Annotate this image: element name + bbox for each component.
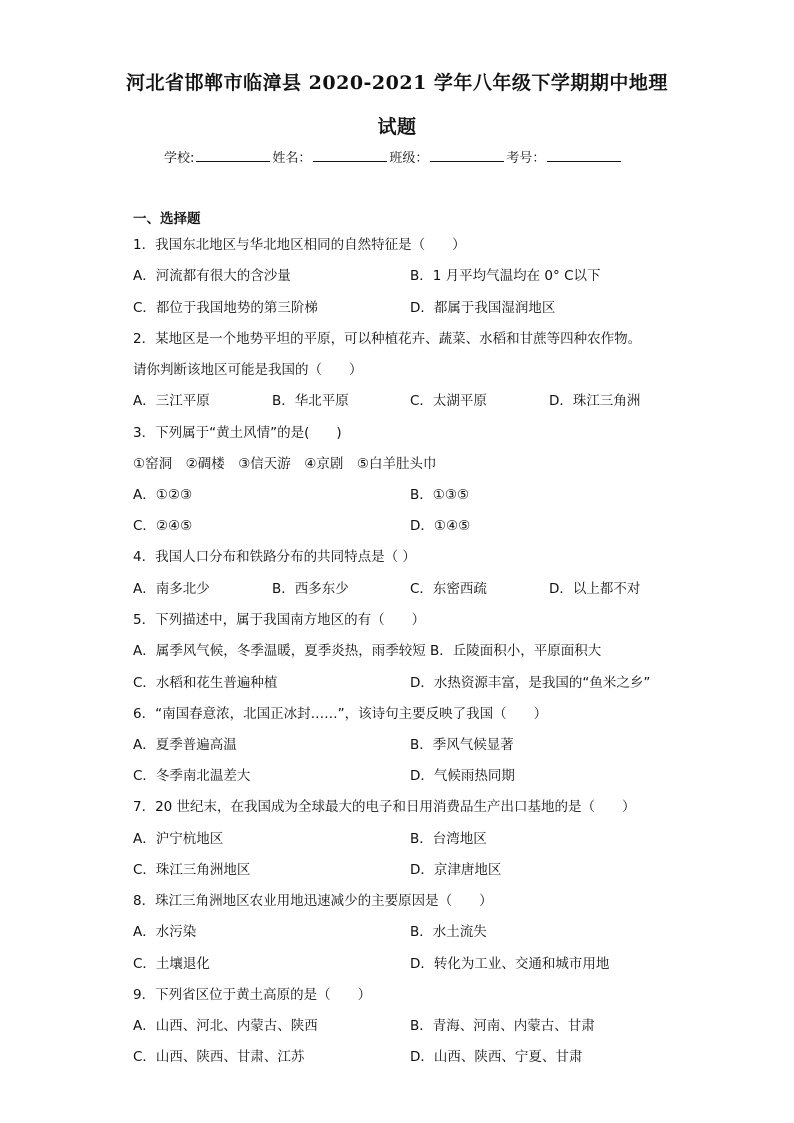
q6-option-a: A．夏季普遍高温 (133, 737, 237, 753)
q2-option-d: D．珠江三角洲 (549, 393, 641, 409)
q8-option-c: C．土壤退化 (133, 956, 210, 972)
q4-option-c: C．东密西疏 (410, 581, 487, 597)
q6-option-d: D．气候雨热同期 (410, 768, 515, 784)
q5-option-c: C．水稻和花生普遍种植 (133, 675, 278, 691)
q9-stem: 9．下列省区位于黄土高原的是（ ） (133, 987, 372, 1003)
q7-stem: 7．20 世纪末，在我国成为全球最大的电子和日用消费品生产出口基地的是（ ） (133, 799, 636, 815)
page-title: 河北省邯郸市临漳县 2020-2021 学年八年级下学期期中地理 (126, 72, 668, 94)
q6-option-c: C．冬季南北温差大 (133, 768, 251, 784)
q5-option-d: D．水热资源丰富，是我国的“鱼米之乡” (410, 675, 651, 691)
name-blank (313, 148, 387, 162)
q4-option-b: B．西多东少 (272, 581, 349, 597)
q9-option-b: B．青海、河南、内蒙古、甘肃 (410, 1018, 595, 1034)
school-blank (196, 148, 270, 162)
class-blank (430, 148, 504, 162)
q2-stem-line2: 请你判断该地区可能是我国的（ ） (133, 362, 363, 378)
page-title-line2: 试题 (377, 116, 417, 138)
q7-option-b: B．台湾地区 (410, 831, 487, 847)
q1-option-b: B．1 月平均气温均在 0° C以下 (410, 268, 601, 284)
section-heading: 一、选择题 (133, 211, 201, 227)
q3-stem: 3．下列属于“黄土风情”的是( ) (133, 425, 342, 441)
q1-stem: 1．我国东北地区与华北地区相同的自然特征是（ ） (133, 237, 466, 253)
q4-stem: 4．我国人口分布和铁路分布的共同特点是（ ） (133, 549, 416, 565)
q2-stem: 2．某地区是一个地势平坦的平原，可以种植花卉、蔬菜、水稻和甘蔗等四种农作物。 (133, 331, 642, 347)
q4-option-a: A．南多北少 (133, 581, 210, 597)
q3-items: ①窑洞 ②碉楼 ③信天游 ④京剧 ⑤白羊肚头巾 (133, 456, 437, 472)
q1-option-c: C．都位于我国地势的第三阶梯 (133, 300, 318, 316)
q9-option-c: C．山西、陕西、甘肃、江苏 (133, 1049, 305, 1065)
class-label: 班级： (389, 151, 429, 166)
school-label: 学校: (164, 151, 195, 166)
q2-option-a: A．三江平原 (133, 393, 210, 409)
q8-option-b: B．水土流失 (410, 924, 487, 940)
q6-option-b: B．季风气候显著 (410, 737, 514, 753)
q8-stem: 8．珠江三角洲地区农业用地迅速减少的主要原因是（ ） (133, 893, 493, 909)
q4-option-d: D．以上都不对 (549, 581, 641, 597)
q7-option-d: D．京津唐地区 (410, 862, 502, 878)
q3-option-c: C．②④⑤ (133, 518, 193, 534)
exam-no-blank (547, 148, 621, 162)
q3-option-d: D．①④⑤ (410, 518, 471, 534)
q7-option-c: C．珠江三角洲地区 (133, 862, 251, 878)
q6-stem: 6．“南国春意浓，北国正冰封……”，该诗句主要反映了我国（ ） (133, 706, 548, 722)
q8-option-a: A．水污染 (133, 924, 197, 940)
q3-option-b: B．①③⑤ (410, 487, 470, 503)
q3-option-a: A．①②③ (133, 487, 193, 503)
q7-option-a: A．沪宁杭地区 (133, 831, 224, 847)
q5-option-ab: A．属季风气候，冬季温暖，夏季炎热，雨季较短 B．丘陵面积小，平原面积大 (133, 643, 602, 659)
q5-stem: 5．下列描述中，属于我国南方地区的有（ ） (133, 612, 426, 628)
q9-option-d: D．山西、陕西、宁夏、甘肃 (410, 1049, 583, 1065)
q1-option-a: A．河流都有很大的含沙量 (133, 268, 291, 284)
q1-option-d: D．都属于我国湿润地区 (410, 300, 556, 316)
q9-option-a: A．山西、河北、内蒙古、陕西 (133, 1018, 318, 1034)
name-label: 姓名： (272, 151, 312, 166)
exam-no-label: 考号： (506, 151, 546, 166)
q2-option-c: C．太湖平原 (410, 393, 487, 409)
q8-option-d: D．转化为工业、交通和城市用地 (410, 956, 610, 972)
student-info-row (164, 147, 623, 166)
q2-option-b: B．华北平原 (272, 393, 349, 409)
